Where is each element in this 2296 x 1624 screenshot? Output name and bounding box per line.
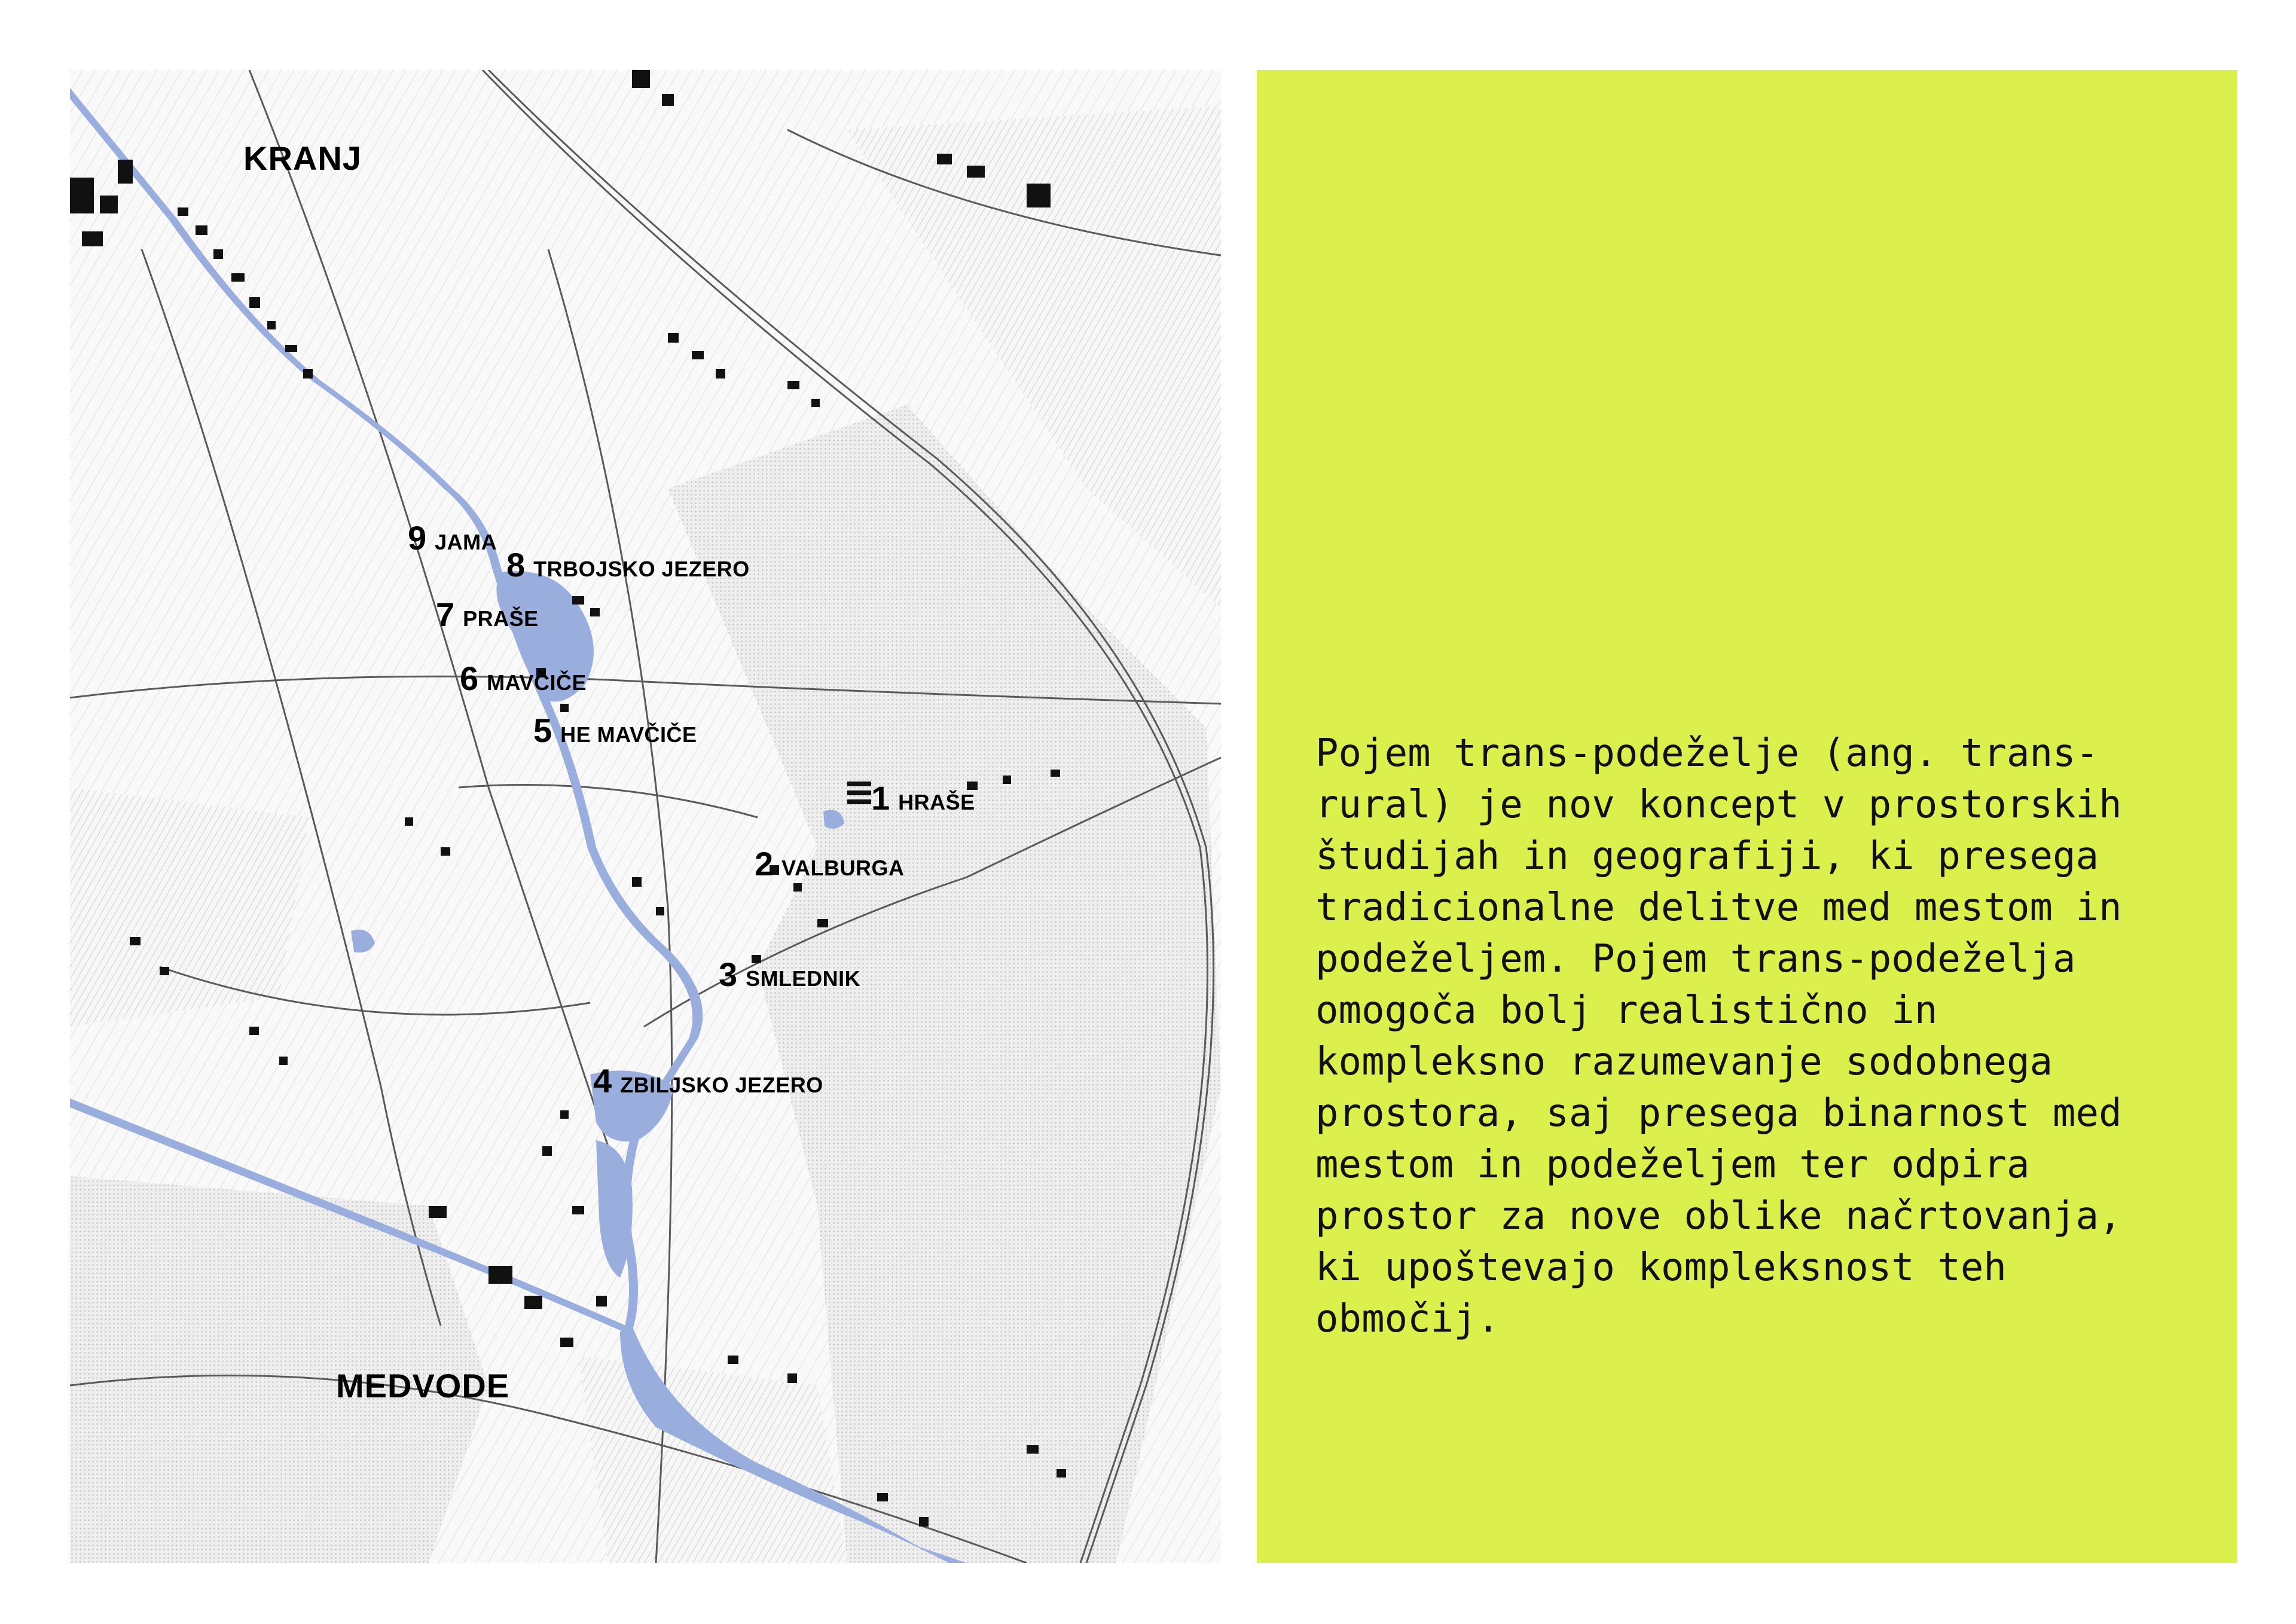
map-canvas <box>70 70 1221 1563</box>
site-marker-6[interactable] <box>460 659 587 698</box>
city-label-medvode: MEDVODE <box>336 1367 510 1405</box>
site-number: 5 <box>533 712 552 749</box>
site-label: ZBILJSKO JEZERO <box>620 1073 823 1097</box>
site-number: 8 <box>506 546 526 584</box>
site-label: HE MAVČIČE <box>560 722 697 747</box>
site-marker-9[interactable] <box>408 518 497 557</box>
site-number: 4 <box>593 1062 612 1100</box>
site-marker-1[interactable] <box>871 779 975 817</box>
site-label: SMLEDNIK <box>746 966 861 991</box>
site-marker-8[interactable] <box>506 545 750 584</box>
site-marker-5[interactable] <box>533 711 697 750</box>
site-number: 9 <box>408 519 427 557</box>
site-label: HRAŠE <box>898 790 975 814</box>
forest-area <box>70 787 309 1027</box>
city-label-kranj: KRANJ <box>243 139 362 177</box>
site-number: 7 <box>436 596 455 633</box>
body-paragraph: Pojem trans-podeželje (ang. trans-rural) je nov koncept v prostorskih študijah in geografiji, ki presega tradicionalne delitve med mestom in podeželjem. Pojem trans-podeželja omogoča bolj realistično in kompleksno razumevanje sodobnega prostora, saj presega binarnost med mestom in podeželjem ter odpira prostor za nove oblike načrtovanja, ki upoštevajo kompleksnost teh območij. <box>1315 731 2122 1341</box>
site-marker-2[interactable] <box>755 844 904 883</box>
site-number: 2 <box>755 845 774 883</box>
site-label: JAMA <box>435 530 497 554</box>
site-marker-4[interactable] <box>593 1061 823 1100</box>
site-marker-7[interactable] <box>436 595 539 634</box>
site-number: 1 <box>871 779 890 817</box>
site-label: MAVČIČE <box>487 670 587 695</box>
site-marker-3[interactable] <box>719 955 860 994</box>
site-label: VALBURGA <box>781 856 905 880</box>
site-label: PRAŠE <box>463 606 539 631</box>
site-number: 6 <box>460 660 479 697</box>
text-panel <box>1257 70 2237 1563</box>
map-panel[interactable] <box>70 70 1221 1563</box>
site-label: TRBOJSKO JEZERO <box>533 557 750 581</box>
site-number: 3 <box>719 956 738 993</box>
